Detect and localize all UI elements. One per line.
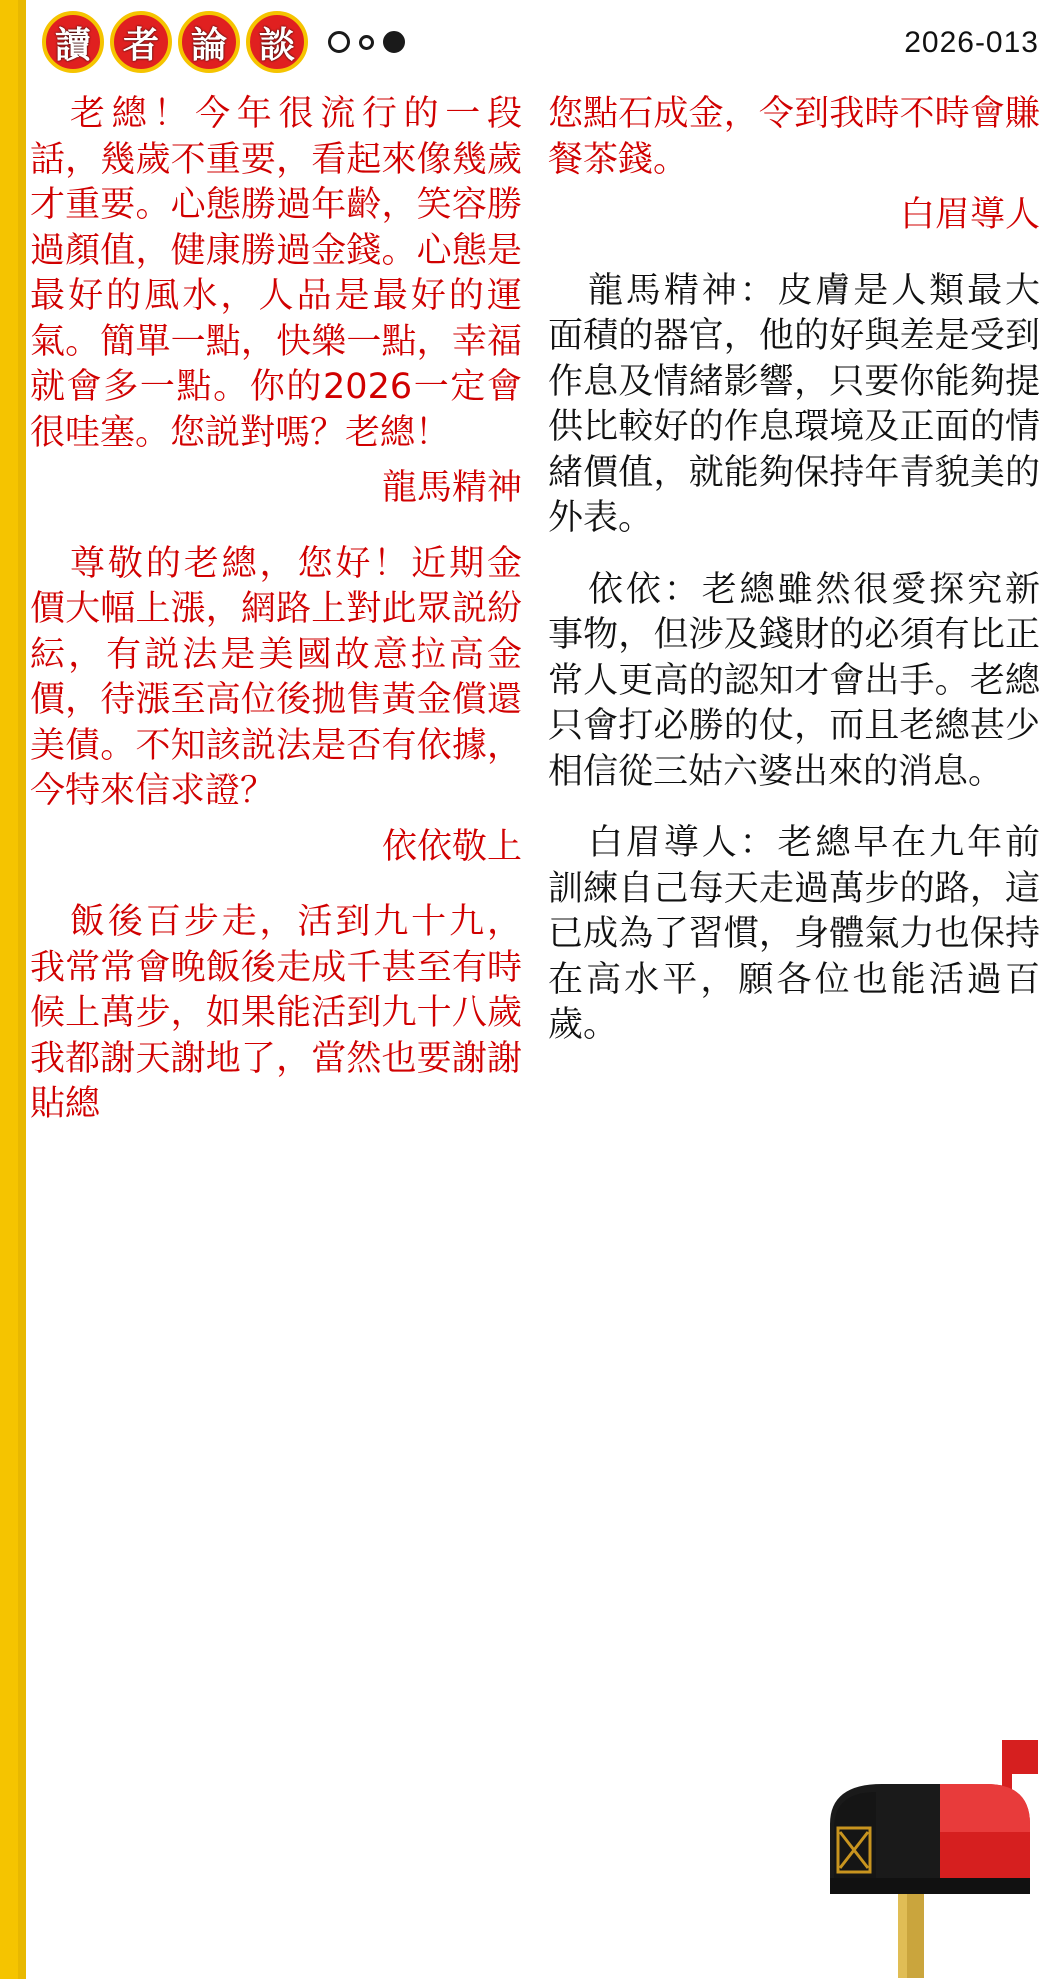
reply-body: 依依：老總雖然很愛探究新事物，但涉及錢財的必須有比正常人更高的認知才會出手。老總只會打必勝的仗，而且老總甚少相信從三姑六婆出來的消息。 [548,569,1040,792]
reply-body: 您點石成金，令到我時不時會賺餐茶錢。 [548,94,1040,180]
masthead [42,8,405,76]
masthead-char-4: 談 [246,11,308,73]
page-spine-inner [18,0,26,1979]
circle-outline-small-icon [359,35,374,50]
circle-outline-large-icon [328,31,350,53]
circle-filled-icon [383,31,405,53]
reply-signature: 白眉導人 [899,195,1040,235]
letter-body: 老總！今年很流行的一段話，幾歲不重要，看起來像幾歲才重要。心態勝過年齡，笑容勝過顏值，健康勝過金錢。心態是最好的風水，人品是最好的運氣。簡單一點，快樂一點，幸福就會多一點。你的2026一定會很哇塞。您説對嗎？老總！ [30,94,522,453]
letter-signature: 龍馬精神 [381,468,522,508]
masthead-dots [328,31,405,53]
page-spine [0,0,26,1979]
issue-number: 2026-013 [904,26,1039,59]
letter-signature: 依依敬上 [381,826,522,867]
article-columns [30,92,1040,1972]
mailbox-icon [790,1728,1040,1978]
letter-body: 尊敬的老總，您好！近期金價大幅上漲，網路上對此眾説紛紜，有説法是美國故意拉高金價，待漲至高位後拋售黃金償還美債。不知該説法是否有依據，今特來信求證？ [30,543,522,811]
reply-body: 白眉導人：老總早在九年前訓練自己每天走過萬步的路，這已成為了習慣，身體氣力也保持在高水平，願各位也能活過百歲。 [548,823,1040,1045]
masthead-char-3: 論 [178,11,240,73]
masthead-char-2: 者 [110,11,172,73]
reply-body: 龍馬精神：皮膚是人類最大面積的器官，他的好與差是受到作息及情緒影響，只要你能夠提供比較好的作息環境及正面的情緒價值，就能夠保持年青貌美的外表。 [548,270,1040,538]
letter-body: 飯後百步走，活到九十九，我常常會晚飯後走成千甚至有時候上萬步，如果能活到九十八歲我都謝天謝地了，當然也要謝謝貼總 [30,902,522,1124]
right-column [548,92,1040,1972]
left-column [30,92,522,1972]
masthead-char-1: 讀 [42,11,104,73]
